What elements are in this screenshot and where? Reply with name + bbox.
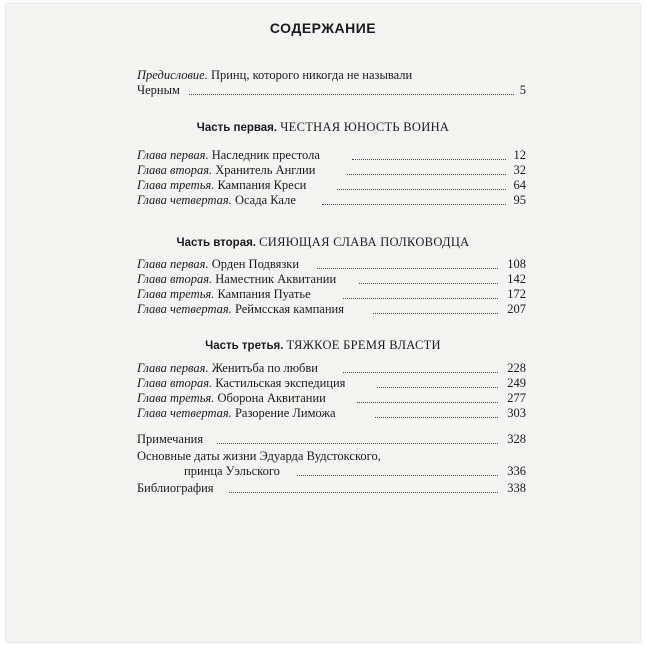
chapter-title: Кампания Креси [217, 178, 307, 192]
book-page [6, 4, 640, 642]
page-number: 249 [507, 376, 526, 390]
toc-chapter-row [137, 391, 526, 406]
leader-dots [347, 174, 506, 175]
leader-dots [297, 475, 498, 476]
chapter-label: Глава первая. [137, 148, 209, 162]
part-title: ЧЕСТНАЯ ЮНОСТЬ ВОИНА [280, 120, 450, 134]
toc-preface-line2 [137, 83, 526, 98]
page-number: 142 [507, 272, 526, 286]
leader-dots [343, 298, 498, 299]
leader-dots [217, 443, 498, 444]
chapter-title: Реймсская кампания [234, 302, 344, 316]
chapter-label: Глава четвертая. [137, 406, 232, 420]
chapter-title: Хранитель Англии [215, 163, 316, 177]
chapter-title: Разорение Лиможа [234, 406, 336, 420]
toc-back-row [137, 481, 526, 496]
leader-dots [343, 372, 498, 373]
chapter-label: Глава первая. [137, 257, 209, 271]
chapter-title: Наследник престола [211, 148, 320, 162]
page-number: 5 [519, 83, 526, 97]
chapter-title: Оборона Аквитании [217, 391, 326, 405]
part-label: Часть первая. [196, 122, 278, 134]
chapter-label: Глава четвертая. [137, 193, 232, 207]
dates-title-line2: принца Уэльского [184, 464, 280, 478]
toc-chapter-row [137, 302, 526, 317]
chapter-label: Глава вторая. [137, 163, 213, 177]
leader-dots [317, 268, 498, 269]
toc-chapter-row [137, 376, 526, 391]
part-title: СИЯЮЩАЯ СЛАВА ПОЛКОВОДЦА [259, 235, 470, 249]
leader-dots [373, 313, 498, 314]
part-title: ТЯЖКОЕ БРЕМЯ ВЛАСТИ [286, 338, 441, 352]
leader-dots [229, 492, 498, 493]
chapter-label: Глава четвертая. [137, 302, 232, 316]
toc-chapter-row [137, 193, 526, 208]
part-heading-1 [0, 120, 646, 136]
leader-dots [322, 204, 506, 205]
leader-dots [359, 283, 498, 284]
leader-dots [189, 94, 514, 95]
leader-dots [337, 189, 506, 190]
page-number: 95 [513, 193, 526, 207]
page-number: 338 [507, 481, 526, 495]
chapter-title: Наместник Аквитании [215, 272, 337, 286]
part-label: Часть третья. [205, 340, 284, 352]
chapter-label: Глава вторая. [137, 376, 213, 390]
toc-chapter-row [137, 406, 526, 421]
chapter-label: Глава первая. [137, 361, 209, 375]
toc-chapter-row [137, 361, 526, 376]
part-label: Часть вторая. [176, 237, 257, 249]
chapter-label: Глава вторая. [137, 272, 213, 286]
page-number: 12 [513, 148, 526, 162]
preface-label: Предисловие. [137, 68, 208, 82]
part-heading-3 [0, 338, 646, 354]
chapter-title: Кампания Пуатье [217, 287, 311, 301]
toc-chapter-row [137, 257, 526, 272]
page-number: 32 [513, 163, 526, 177]
toc-chapter-row [137, 287, 526, 302]
page-number: 108 [507, 257, 526, 271]
toc-chapter-row [137, 178, 526, 193]
toc-back-row [137, 464, 526, 479]
page-number: 303 [507, 406, 526, 420]
chapter-label: Глава третья. [137, 178, 215, 192]
leader-dots [375, 417, 498, 418]
toc-back-row [137, 449, 526, 464]
chapter-title: Орден Подвязки [211, 257, 300, 271]
page-number: 207 [507, 302, 526, 316]
chapter-label: Глава третья. [137, 287, 215, 301]
page-number: 328 [507, 432, 526, 446]
leader-dots [377, 387, 498, 388]
page-number: 64 [513, 178, 526, 192]
toc-chapter-row [137, 272, 526, 287]
leader-dots [357, 402, 498, 403]
toc-back-row [137, 432, 526, 447]
page-number: 172 [507, 287, 526, 301]
page-number: 228 [507, 361, 526, 375]
page-number: 277 [507, 391, 526, 405]
part-heading-2 [0, 235, 646, 251]
chapter-title: Женитьба по любви [211, 361, 318, 375]
leader-dots [352, 159, 506, 160]
chapter-label: Глава третья. [137, 391, 215, 405]
toc-chapter-row [137, 148, 526, 163]
toc-preface-line1 [137, 68, 526, 83]
notes-title: Примечания [137, 432, 204, 446]
chapter-title: Кастильская экспедиция [215, 376, 346, 390]
toc-chapter-row [137, 163, 526, 178]
page-number: 336 [507, 464, 526, 478]
dates-title-line1: Основные даты жизни Эдуарда Вудстокского, [137, 449, 381, 463]
preface-title-line2: Черным [137, 83, 180, 97]
preface-title-line1: Принц, которого никогда не называли [210, 68, 413, 82]
bibliography-title: Библиография [137, 481, 214, 495]
chapter-title: Осада Кале [234, 193, 296, 207]
toc-title: СОДЕРЖАНИЕ [269, 20, 377, 36]
